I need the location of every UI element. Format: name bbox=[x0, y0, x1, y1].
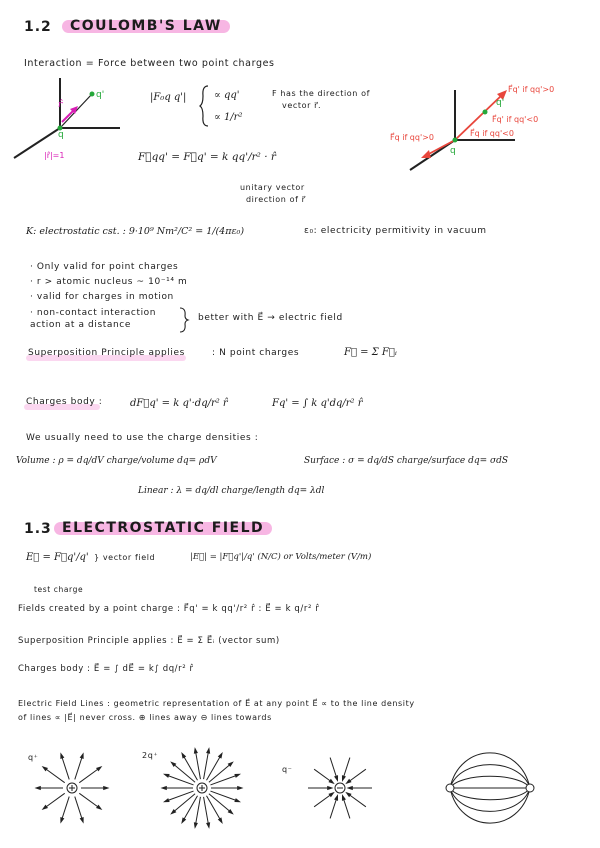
double-positive-line bbox=[204, 797, 209, 826]
force-q-positive: F⃗q if qq'>0 bbox=[390, 133, 434, 142]
double-positive-arrow bbox=[237, 786, 243, 790]
superposition-title: Superposition Principle applies bbox=[28, 348, 185, 358]
unitary-vector-1: unitary vector bbox=[240, 183, 305, 192]
single-positive-arrow bbox=[80, 817, 84, 824]
double-positive-line bbox=[183, 796, 198, 821]
label-q-minus: q⁻ bbox=[282, 765, 293, 774]
E-magnitude: |E⃗| = |F⃗q'|/q' (N/C) or Volts/meter (V/m) bbox=[190, 552, 372, 562]
superposition-E: Superposition Principle applies : E⃗ = Σ E⃗ᵢ (vector sum) bbox=[18, 636, 280, 646]
prop-qq: ∝ qq' bbox=[214, 90, 240, 101]
double-positive-arrow bbox=[194, 822, 198, 829]
single-negative-line bbox=[314, 794, 332, 807]
double-positive-line bbox=[195, 797, 200, 826]
dipole-positive-charge bbox=[446, 784, 454, 792]
charges-body-E: Charges body : E⃗ = ∫ dE⃗ = k∫ dq/r² r̂ bbox=[18, 664, 194, 674]
big-brace bbox=[200, 84, 210, 128]
rhat-label: r̂ bbox=[58, 100, 63, 110]
single-positive-line bbox=[79, 793, 99, 808]
single-negative-arrow bbox=[347, 786, 353, 790]
single-positive-arrow bbox=[96, 805, 102, 810]
better-field-note: better with E⃗ → electric field bbox=[198, 313, 343, 323]
single-positive-line bbox=[44, 768, 64, 783]
label-2q-plus: 2q⁺ bbox=[142, 751, 159, 760]
bullet-5: action at a distance bbox=[30, 320, 131, 330]
double-positive-line bbox=[166, 775, 193, 785]
single-negative-arrow bbox=[345, 792, 351, 797]
field-line-diagrams bbox=[0, 742, 600, 842]
linear-density: Linear : λ = dq/dl charge/length dq= λdl bbox=[138, 486, 325, 496]
single-positive-arrow bbox=[96, 766, 102, 771]
qprime-label-right: q' bbox=[496, 98, 505, 108]
single-negative-arrow bbox=[334, 794, 338, 801]
double-positive-line bbox=[207, 796, 222, 821]
single-positive-arrow bbox=[42, 766, 48, 771]
bullet-2: · r > atomic nucleus ~ 10⁻¹⁴ m bbox=[30, 277, 188, 287]
surface-density: Surface : σ = dq/dS charge/surface dq= σdS bbox=[304, 456, 509, 466]
double-positive-line bbox=[210, 791, 237, 801]
force-q-negative: F⃗q if qq'<0 bbox=[470, 129, 514, 138]
single-positive-line bbox=[75, 756, 83, 780]
single-negative-arrow bbox=[342, 775, 346, 782]
single-positive-line bbox=[61, 797, 69, 821]
single-positive-arrow bbox=[35, 786, 41, 790]
single-negative-line bbox=[348, 794, 366, 807]
q-label-right: q bbox=[450, 146, 456, 156]
double-positive-line bbox=[207, 755, 222, 780]
field-lines-2: of lines ∝ |E⃗| never cross. ⊕ lines away ⊖ lines towards bbox=[18, 713, 272, 722]
usually-densities: We usually need to use the charge densities : bbox=[26, 433, 259, 443]
double-positive-arrow bbox=[234, 774, 241, 778]
single-negative-line bbox=[343, 798, 350, 819]
double-positive-arrow bbox=[163, 774, 170, 778]
section-title-field: ELECTROSTATIC FIELD bbox=[54, 522, 272, 535]
single-negative-arrow bbox=[327, 786, 333, 790]
single-negative-line bbox=[330, 798, 337, 819]
dipole-line bbox=[450, 788, 530, 823]
single-negative-arrow bbox=[328, 792, 334, 797]
charges-body-title: Charges body : bbox=[26, 397, 103, 407]
single-negative-arrow bbox=[342, 794, 346, 801]
double-positive-arrow bbox=[206, 747, 210, 754]
label-q-plus: q⁺ bbox=[28, 753, 39, 762]
double-positive-line bbox=[204, 751, 209, 780]
double-positive-line bbox=[166, 791, 193, 801]
single-negative-line bbox=[330, 758, 337, 779]
n-point-charges: : N point charges bbox=[212, 348, 300, 358]
section-number-1-2: 1.2 bbox=[24, 19, 52, 35]
double-positive-arrow bbox=[218, 817, 223, 824]
E-definition: E⃗ = F⃗q'/q' bbox=[26, 552, 89, 563]
unit-vector-label: |r̂|=1 bbox=[44, 151, 65, 160]
force-qprime-positive: F⃗q' if qq'>0 bbox=[508, 85, 555, 94]
epsilon-definition: ε₀: electricity permitivity in vacuum bbox=[304, 226, 487, 236]
dF-equation: dF⃗q' = k q'·dq/r² r̂ bbox=[130, 398, 228, 409]
single-positive-line bbox=[75, 797, 83, 821]
field-point-charge: Fields created by a point charge : F⃗q' = k qq'/r² r̂ : E⃗ = k q/r² r̂ bbox=[18, 604, 320, 614]
double-positive-arrow bbox=[181, 817, 186, 824]
single-positive-line bbox=[79, 768, 99, 783]
dipole-line bbox=[450, 776, 530, 788]
prop-r2: ∝ 1/r² bbox=[214, 112, 243, 123]
single-negative-line bbox=[314, 769, 332, 782]
single-negative-arrow bbox=[328, 779, 334, 784]
double-positive-arrow bbox=[234, 798, 241, 802]
single-positive-arrow bbox=[60, 752, 64, 759]
vector-field-note: } vector field bbox=[94, 553, 156, 562]
superposition-equation: F⃗ = Σ F⃗ᵢ bbox=[344, 347, 397, 358]
double-positive-line bbox=[173, 764, 195, 783]
double-positive-arrow bbox=[194, 747, 198, 754]
dipole-negative-charge bbox=[526, 784, 534, 792]
direction-note-2: vector r⃗. bbox=[282, 101, 322, 110]
double-positive-line bbox=[209, 794, 231, 813]
q-label-left: q bbox=[58, 130, 64, 140]
section-title-coulomb: COULOMB'S LAW bbox=[62, 20, 230, 33]
double-positive-line bbox=[173, 794, 195, 813]
bullet-3: · valid for charges in motion bbox=[30, 292, 174, 302]
dipole-line bbox=[450, 788, 530, 800]
double-positive-line bbox=[183, 755, 198, 780]
double-positive-line bbox=[195, 751, 200, 780]
direction-note-1: F has the direction of bbox=[272, 89, 371, 98]
double-positive-line bbox=[210, 775, 237, 785]
volume-density: Volume : ρ = dq/dV charge/volume dq= ρdV bbox=[16, 456, 217, 466]
single-positive-line bbox=[61, 756, 69, 780]
double-positive-line bbox=[209, 764, 231, 783]
single-positive-arrow bbox=[103, 786, 109, 790]
coulomb-law-equation: F⃗qq' = F⃗q' = k qq'/r² · r̂ bbox=[138, 151, 276, 163]
single-positive-line bbox=[44, 793, 64, 808]
bullet-4: · non-contact interaction bbox=[30, 308, 157, 318]
double-positive-arrow bbox=[181, 752, 186, 759]
bullets-brace bbox=[180, 306, 188, 334]
double-positive-arrow bbox=[218, 752, 223, 759]
single-negative-line bbox=[343, 758, 350, 779]
intro-line: Interaction = Force between two point charges bbox=[24, 58, 275, 69]
double-positive-arrow bbox=[206, 822, 210, 829]
double-positive-arrow bbox=[163, 798, 170, 802]
section-number-1-3: 1.3 bbox=[24, 521, 52, 537]
double-positive-arrow bbox=[161, 786, 167, 790]
coulomb-diagram-left bbox=[12, 78, 122, 168]
force-magnitude: |F₀q q'| bbox=[150, 92, 187, 103]
single-positive-arrow bbox=[80, 752, 84, 759]
qprime-label-left: q' bbox=[96, 90, 105, 100]
single-negative-line bbox=[348, 769, 366, 782]
bullet-1: · Only valid for point charges bbox=[30, 262, 179, 272]
single-negative-arrow bbox=[334, 775, 338, 782]
F-integral: Fq' = ∫ k q'dq/r² r̂ bbox=[272, 398, 363, 409]
k-constant: K: electrostatic cst. : 9·10⁹ Nm²/C² = 1/(4πε₀) bbox=[26, 226, 245, 237]
single-positive-arrow bbox=[42, 805, 48, 810]
single-negative-arrow bbox=[345, 779, 351, 784]
dipole-line bbox=[450, 753, 530, 788]
force-qprime-negative: F⃗q' if qq'<0 bbox=[492, 115, 539, 124]
field-lines-1: Electric Field Lines : geometric representation of E⃗ at any point E⃗ ∝ to the line density bbox=[18, 699, 415, 708]
single-positive-arrow bbox=[60, 817, 64, 824]
unitary-vector-2: direction of r⃗ bbox=[246, 195, 306, 204]
test-charge-note: test charge bbox=[34, 585, 84, 594]
